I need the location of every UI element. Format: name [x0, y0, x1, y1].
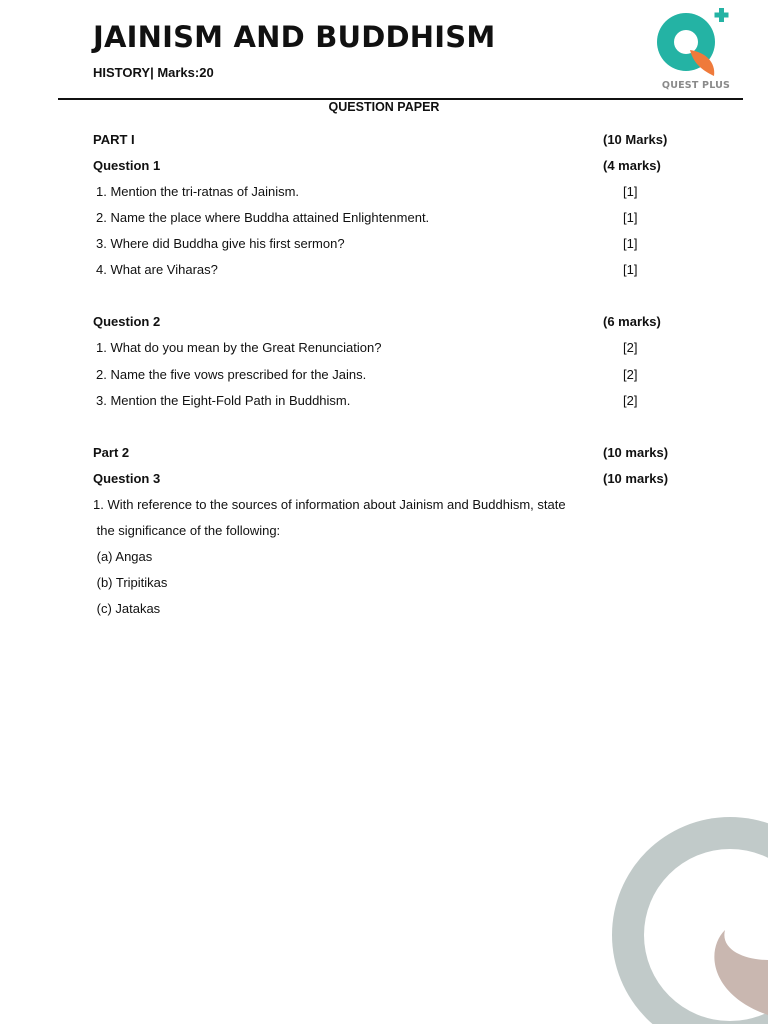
question-item	[93, 184, 693, 202]
question-text: 2. Name the place where Buddha attained Enlightenment.	[96, 210, 430, 225]
question-marks: [1]	[623, 262, 638, 277]
question2-header	[93, 314, 693, 332]
part2-marks: (10 marks)	[603, 445, 669, 460]
question-text: 2. Name the five vows prescribed for the Jains.	[96, 367, 367, 382]
question3-subitem: (b) Tripitikas	[93, 575, 168, 590]
question3-marks: (10 marks)	[603, 471, 669, 486]
question1-label: Question 1	[93, 158, 161, 173]
question-item	[93, 210, 693, 228]
question2-label: Question 2	[93, 314, 161, 329]
question-text: 4. What are Viharas?	[96, 262, 218, 277]
question-marks: [1]	[623, 184, 638, 199]
question-item	[93, 340, 693, 358]
part2-label: Part 2	[93, 445, 130, 460]
question3-text-line1: 1. With reference to the sources of information about Jainism and Buddhism, state	[93, 497, 566, 512]
question-text: 3. Where did Buddha give his first sermon?	[96, 236, 345, 251]
question1-marks: (4 marks)	[603, 158, 661, 173]
question-text: 1. What do you mean by the Great Renunciation?	[96, 340, 382, 355]
part1-marks: (10 Marks)	[603, 132, 668, 147]
question-text: 1. Mention the tri-ratnas of Jainism.	[96, 184, 300, 199]
logo-wordmark: QUEST PLUS	[661, 80, 731, 91]
question3-subitem: (c) Jatakas	[93, 601, 161, 616]
question-marks: [2]	[623, 340, 638, 355]
question-item	[93, 393, 693, 411]
part2-header	[93, 445, 693, 463]
question-item	[93, 367, 693, 385]
question3-text-line2: the significance of the following:	[93, 523, 281, 538]
question1-header	[93, 158, 693, 176]
part1-label: PART I	[93, 132, 135, 147]
paper-label: QUESTION PAPER	[328, 100, 440, 114]
question-marks: [1]	[623, 210, 638, 225]
decorative-logo-shape	[560, 790, 768, 1024]
question-marks: [2]	[623, 393, 638, 408]
question2-marks: (6 marks)	[603, 314, 661, 329]
question3-subitem: (a) Angas	[93, 549, 153, 564]
question3-header	[93, 471, 693, 489]
question-item	[93, 236, 693, 254]
document-subtitle: HISTORY| Marks:20	[93, 65, 214, 80]
question-marks: [1]	[623, 236, 638, 251]
part1-header	[93, 132, 693, 150]
question3-label: Question 3	[93, 471, 161, 486]
question-text: 3. Mention the Eight-Fold Path in Buddhism.	[96, 393, 351, 408]
question-marks: [2]	[623, 367, 638, 382]
question-item	[93, 262, 693, 280]
document-title: JAINISM AND BUDDHISM	[93, 20, 496, 54]
